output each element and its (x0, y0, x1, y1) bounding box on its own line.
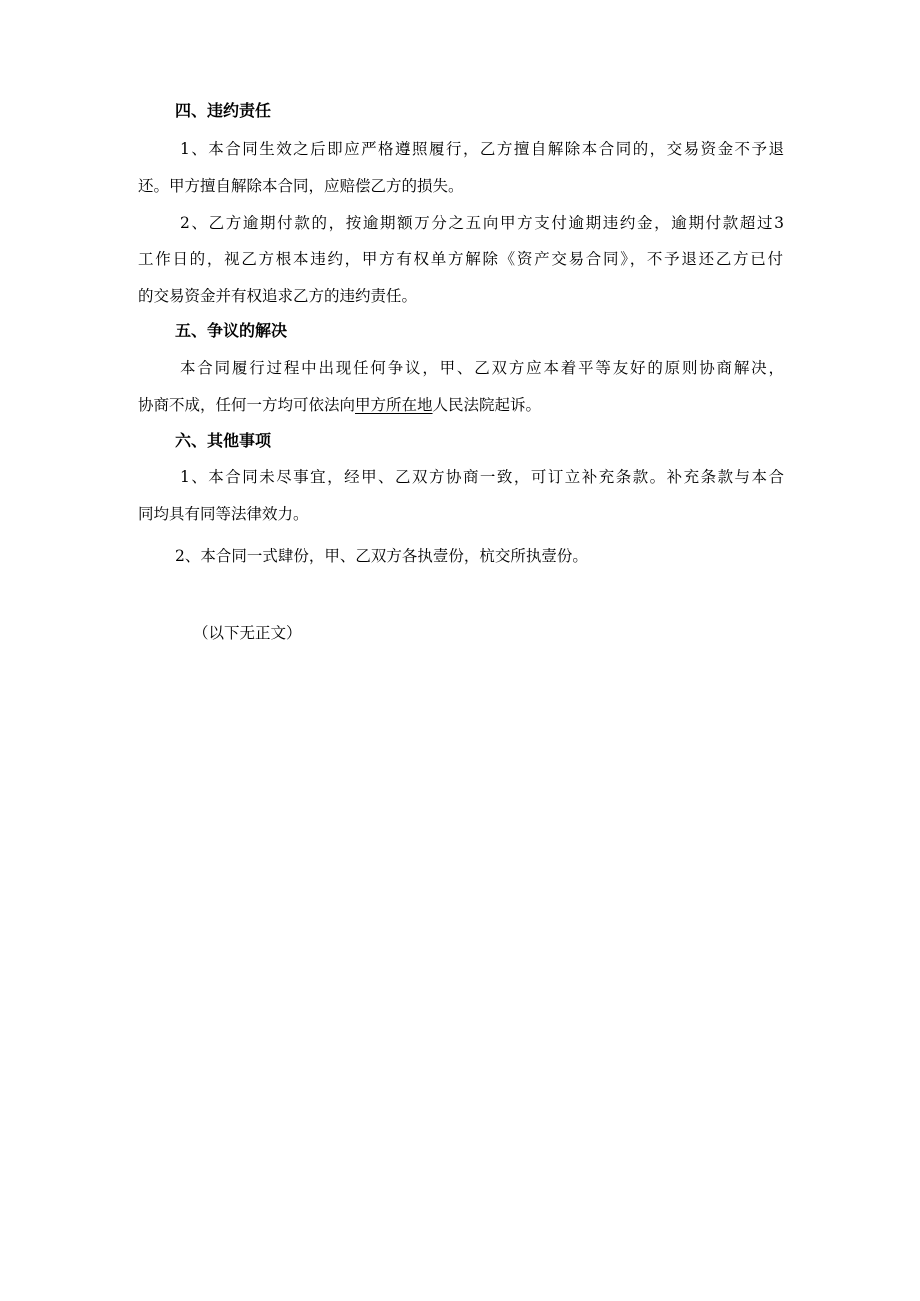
court-location-underlined: 甲方所在地 (355, 396, 433, 414)
section-4-item-2-line-3: 的交易资金并有权追求乙方的违约责任。 (138, 287, 418, 305)
section-4-item-2-line-1: 2、乙方逾期付款的，按逾期额万分之五向甲方支付逾期违约金，逾期付款超过3 (180, 214, 784, 232)
section-4-item-1-line-1: 1、本合同生效之后即应严格遵照履行，乙方擅自解除本合同的，交易资金不予退 (180, 140, 784, 158)
section-5-para-line-2 (138, 395, 541, 415)
section-6-item-1-line-2: 同均具有同等法律效力。 (138, 505, 309, 523)
section-5-heading: 五、争议的解决 (175, 321, 288, 340)
section-4-item-2-line-2: 工作日的，视乙方根本违约，甲方有权单方解除《资产交易合同》，不予退还乙方已付 (138, 250, 783, 268)
section-6-item-1-line-1: 1、本合同未尽事宜，经甲、乙双方协商一致，可订立补充条款。补充条款与本合 (180, 468, 784, 486)
section-6-heading: 六、其他事项 (175, 431, 272, 450)
section-4-item-1-line-2: 还。甲方擅自解除本合同，应赔偿乙方的损失。 (138, 177, 464, 195)
section-4-heading: 四、违约责任 (175, 101, 272, 120)
end-of-text-note: （以下无正文） (193, 624, 302, 642)
section-5-para-line-1: 本合同履行过程中出现任何争议，甲、乙双方应本着平等友好的原则协商解决， (180, 359, 784, 377)
section-6-item-2-line-1: 2、本合同一式肆份，甲、乙双方各执壹份，杭交所执壹份。 (175, 547, 588, 565)
section-5-para-line-2-suffix: 人民法院起诉。 (432, 396, 542, 414)
section-5-para-line-2-prefix: 协商不成，任何一方均可依法向 (138, 396, 356, 414)
